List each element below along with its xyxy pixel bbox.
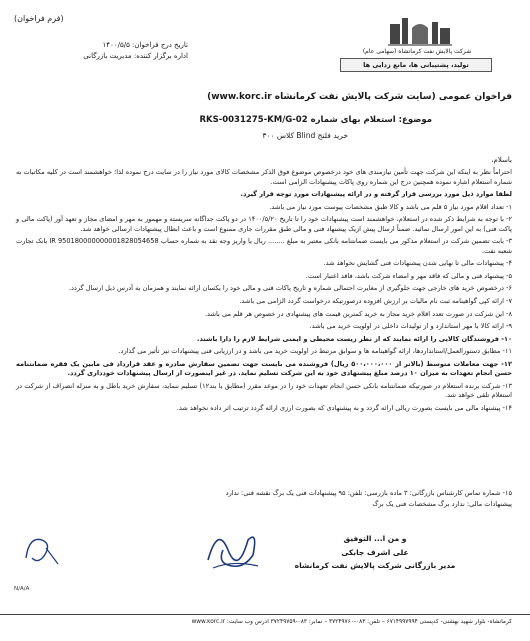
document-reference: N/A/A	[14, 586, 30, 592]
company-name: شرکت پالایش نفت کرمانشاه (سهامی عام)	[362, 48, 472, 55]
footer	[0, 614, 530, 625]
salutation: باسلام،	[491, 156, 512, 164]
handwritten-signature-icon	[198, 520, 268, 575]
refinery-logo-icon	[388, 14, 452, 46]
instruction-paragraph: لطفا موارد ذیل مورد بررسی قرار گرفته و در ارائه پیشنهادات مورد توجه قرار گیرد.	[240, 190, 512, 199]
intro-paragraph: احتراماً نظر به اینکه این شرکت جهت تأمین نیازمندی های خود درخصوص موضوع فوق الذکر مشخصات کالای مورد نیاز را در سایت درج نموده لذا؛ خواهشمند است در کلیه مکاتبات به شماره استعلام اشاره نموده همچنین درج این شماره روی پاکات پیشنهادات الزامی است.	[16, 168, 512, 186]
contact-line: ۱۵- شماره تماس کارشناس بازرگانی: ۳ ماده بازرسی: تلفن: ۹۵ پیشنهادات فنی یک برگ نقشه فنی: ندارد	[225, 489, 512, 497]
announcement-date: تاریخ درج فراخوان: ۱۴۰۰/۵/۵	[102, 41, 188, 49]
signer-position: مدیر بازرگانی شرکت پالایش نفت کرمانشاه	[294, 561, 456, 570]
term-item: ۱۰- فروشندگان کالایی را ارائه نمایند که از نظر زیست محیطی و ایمنی شرایط لازم را دارا باشند.	[196, 334, 512, 343]
term-item: ۱۲- جهت معاملات متوسط (بالاتر از ۵۰۰،۰۰۰،۰۰۰ ریال) فروشنده می بایست جهت تضمین سفارش صادره و عقد قرارداد فی مابین یک فقره ضمانتنامه حسن انجام تعهدات به میزان ۱۰ درصد مبلغ پیشنهادی خود به این شرکت تسلیم نماید. در غیر اینصورت از ارسال پیشنهادات خودداری گردد.	[16, 359, 512, 378]
initials-signature-icon	[14, 528, 69, 573]
term-item: ۱- تعداد اقلام مورد نیاز ۵ قلم می باشد و کالا طبق مشخصات پیوست مورد نیاز می باشد.	[269, 202, 512, 211]
term-item: ۹- ارائه کالا با مهر استاندارد و از تولیدات داخلی در اولویت خرید می باشد.	[309, 322, 512, 331]
form-label: (فرم فراخوان)	[14, 14, 64, 23]
company-slogan: تولید، پشتیبانی ها، مانع زدایی ها	[340, 58, 492, 72]
term-item: ۴- پیشنهادات مالی تا نهایی شدن پیشنهادات فنی گشایش نخواهد شد.	[323, 259, 512, 268]
footer-address: کرمانشاه- بلوار شهید بهشتی- کدپستی ۶۷۱۴۹۹۷۹۹۴ – تلفن: ۰۸۳-۳۷۲۴۹۷۶۰ – نمابر: ۰۸۳-۳۷۲۴۹۷۵۹ آدرس وب سایت: www.korc.ir	[191, 619, 512, 625]
inquiry-subject: موضوع: استعلام بهای شماره RKS-0031275-KM/G-02	[199, 115, 432, 125]
contact-line: پیشنهادات مالی: ندارد برگ مشخصات فنی یک برگ	[372, 499, 512, 508]
closing-greeting: و من ا... التوفیق	[343, 534, 407, 543]
company-logo	[322, 14, 512, 72]
term-item: ۸- این شرکت در صورت تعدد اقلام خرید مجاز به خرید کمترین قیمت های پیشنهادی در خصوص هر قلم می باشد.	[204, 309, 512, 318]
announcement-meta	[18, 40, 188, 61]
page-title: فراخوان عمومی (سایت شرکت پالایش نفت کرمانشاه www.korc.ir)	[207, 92, 512, 102]
term-item: ۱۳- شرکت برنده استعلام در صورتیکه ضمانتنامه بانکی حسن انجام تعهدات خود را در موعد مقرر (مطابق با بند۱۲) تسلیم ننماید، سفارش خرید باطل و به منزله انصراف از شرکت در استعلام تلقی خواهد شد.	[16, 381, 512, 400]
term-item: ۶- درخصوص خرید های خارجی جهت جلوگیری از مغایرت احتمالی شماره و تاریخ پاکات فنی و مالی خود را یکسان ارائه نمایند و همزمان به آدرس ذیل ارسال گردد.	[68, 284, 512, 293]
term-item: ۵- پیشنهاد فنی و مالی که فاقد مهر و امضاء شرکت باشد، فاقد اعتبار است.	[305, 271, 512, 280]
inquiry-item: خرید فلنج Blind کلاس ۳۰۰	[262, 131, 348, 140]
term-item: ۳- بابت تضمین شرکت در استعلام مذکور می بایست ضمانتنامه بانکی معتبر به مبلغ ........ ریال یا واریز وجه نقد به شماره حساب IR 950180000000001828054658 بانک تجارت شعبه نفت.	[16, 237, 513, 255]
term-item: ۲- با توجه به شرایط ذکر شده در استعلام، خواهشمند است پیشنهادات خود را تا تاریخ ۱۴۰۰/۵/۲۰ در دو پاکت جداگانه سربسته و مهمور به مهر و امضای مجاز و تعهد آور (پاکت مالی و پاکت فنی) به این امور ارسال نمائید. ضمناً ارسال پیش ازیک پیشنهاد فنی و مالی طبق مقررات جاری ممنوع است و باعث ابطال پیشنهادات ارسالی خواهد شد.	[16, 215, 513, 233]
issuing-department: اداره برگزار کننده: مدیریت بازرگانی	[83, 51, 188, 60]
terms-body	[16, 168, 512, 416]
signer-name: علی اشرف جابکی	[341, 547, 409, 557]
term-item: ۱۴- پیشنهاد مالی می بایست بصورت ریالی ارائه گردد و به پیشنهادی که بصورت ارزی ارائه گردد ترتیب اثر داده نخواهد شد.	[176, 403, 512, 412]
term-item: ۱۱- مطابق دستورالعمل/استانداردها، ارائه گواهینامه ها و سوابق مرتبط در اولویت خرید می باشد و در ارزیابی فنی پیشنهادات نیز تأثیر می گذارد.	[118, 347, 512, 356]
signature-block	[275, 532, 475, 573]
contact-details	[16, 488, 512, 509]
term-item: ۷- ارائه کپی گواهینامه ثبت نام مالیات بر ارزش افزوده درصورتیکه درخواست گردد الزامی می باشد.	[239, 297, 512, 306]
